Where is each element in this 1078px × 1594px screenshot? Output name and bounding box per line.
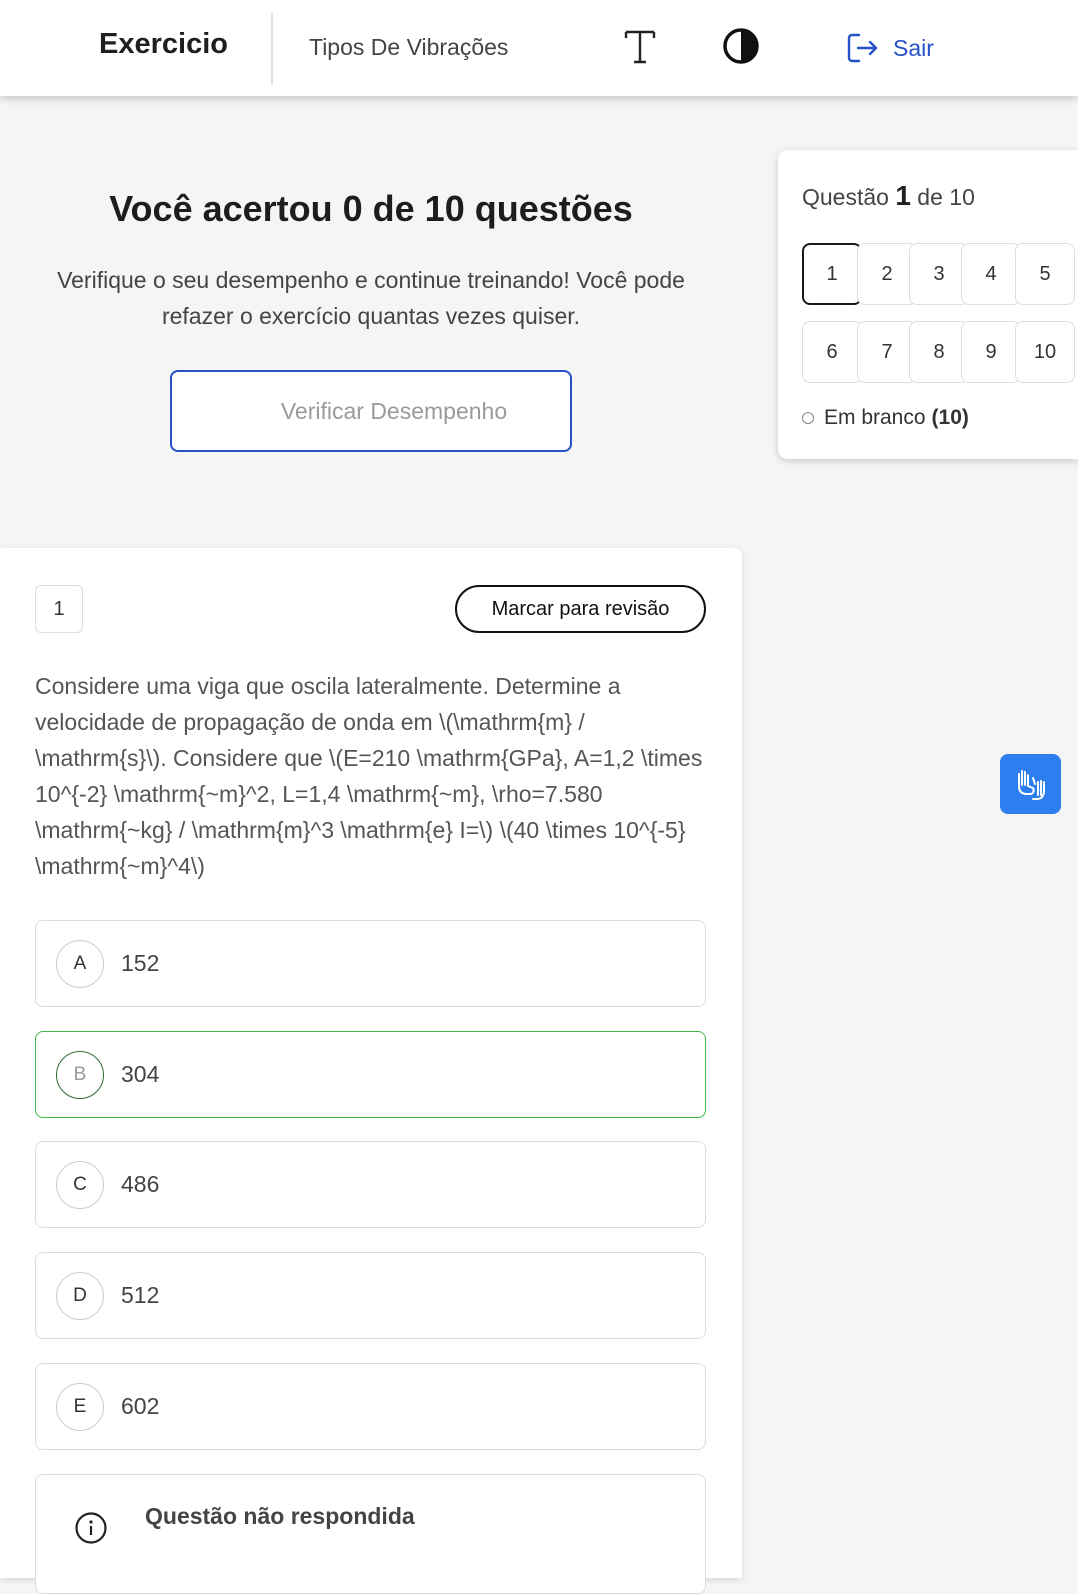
question-button-3[interactable]: 3 <box>909 243 969 305</box>
verify-performance-button[interactable] <box>170 370 572 452</box>
option-value: 602 <box>121 1393 160 1419</box>
contrast-button[interactable] <box>720 24 762 68</box>
exit-label: Sair <box>893 34 934 61</box>
option-letter: E <box>56 1383 104 1431</box>
option-c[interactable] <box>35 1141 706 1228</box>
top-header <box>0 0 1078 96</box>
question-button-8[interactable]: 8 <box>909 321 969 383</box>
option-letter: B <box>56 1051 104 1099</box>
option-value: 486 <box>121 1171 160 1197</box>
option-value: 152 <box>121 950 160 976</box>
option-value: 304 <box>121 1061 160 1087</box>
question-button-10[interactable]: 10 <box>1015 321 1075 383</box>
answer-status-box <box>35 1474 706 1594</box>
option-value: 512 <box>121 1282 160 1308</box>
option-e[interactable] <box>35 1363 706 1450</box>
current-question: 1 <box>895 180 911 211</box>
option-b[interactable] <box>35 1031 706 1118</box>
exit-button[interactable] <box>845 30 934 66</box>
header-divider <box>271 13 273 84</box>
legend-count: (10) <box>931 406 969 429</box>
question-button-5[interactable]: 5 <box>1015 243 1075 305</box>
subject-title: Tipos De Vibrações <box>309 34 509 60</box>
option-letter: D <box>56 1272 104 1320</box>
app-title: Exercicio <box>99 28 228 60</box>
verify-performance-label: Verificar Desempenho <box>280 397 508 424</box>
question-button-2[interactable]: 2 <box>857 243 917 305</box>
mark-for-review-button[interactable]: Marcar para revisão <box>455 585 706 633</box>
blank-dot-icon <box>802 412 814 424</box>
font-size-button[interactable] <box>620 24 660 68</box>
font-size-icon <box>620 24 660 68</box>
question-text: Considere uma viga que oscila lateralmente. Determine a velocidade de propagação de onda em \(\mathrm{m} / \mathrm{s}\). Considere que \(E=210 \mathrm{GPa}, A=1,2 \times 10^{-2} \mathrm{~m}^2, L=1,4 \mathrm{~m}, \rho=7.580 \mathrm{~kg} / \mathrm{m}^3 \mathrm{e} I=\) \(40 \times 10^{-5} \mathrm{~m}^4\) <box>35 673 703 879</box>
question-button-4[interactable]: 4 <box>961 243 1021 305</box>
sign-language-widget-button[interactable] <box>1000 754 1061 814</box>
question-button-1[interactable]: 1 <box>802 243 862 305</box>
question-card <box>0 548 742 1578</box>
logout-icon <box>845 30 881 66</box>
contrast-icon <box>720 24 762 68</box>
result-title: Você acertou 0 de 10 questões <box>109 188 633 229</box>
info-icon <box>74 1511 108 1545</box>
result-description: Verifique o seu desempenho e continue treinando! Você pode refazer o exercício quantas vezes quiser. <box>57 267 685 329</box>
question-button-6[interactable]: 6 <box>802 321 862 383</box>
legend-label: Em branco <box>824 406 926 429</box>
answer-status-text: Questão não respondida <box>145 1503 415 1529</box>
question-number: 1 <box>35 585 83 633</box>
option-a[interactable] <box>35 920 706 1007</box>
legend-blank <box>802 406 969 430</box>
option-d[interactable] <box>35 1252 706 1339</box>
option-letter: A <box>56 940 104 988</box>
option-letter: C <box>56 1161 104 1209</box>
navigator-title: Questão 1 de 10 <box>802 180 975 211</box>
question-button-9[interactable]: 9 <box>961 321 1021 383</box>
question-navigator <box>778 150 1078 459</box>
sign-language-icon <box>1011 764 1051 804</box>
question-button-7[interactable]: 7 <box>857 321 917 383</box>
